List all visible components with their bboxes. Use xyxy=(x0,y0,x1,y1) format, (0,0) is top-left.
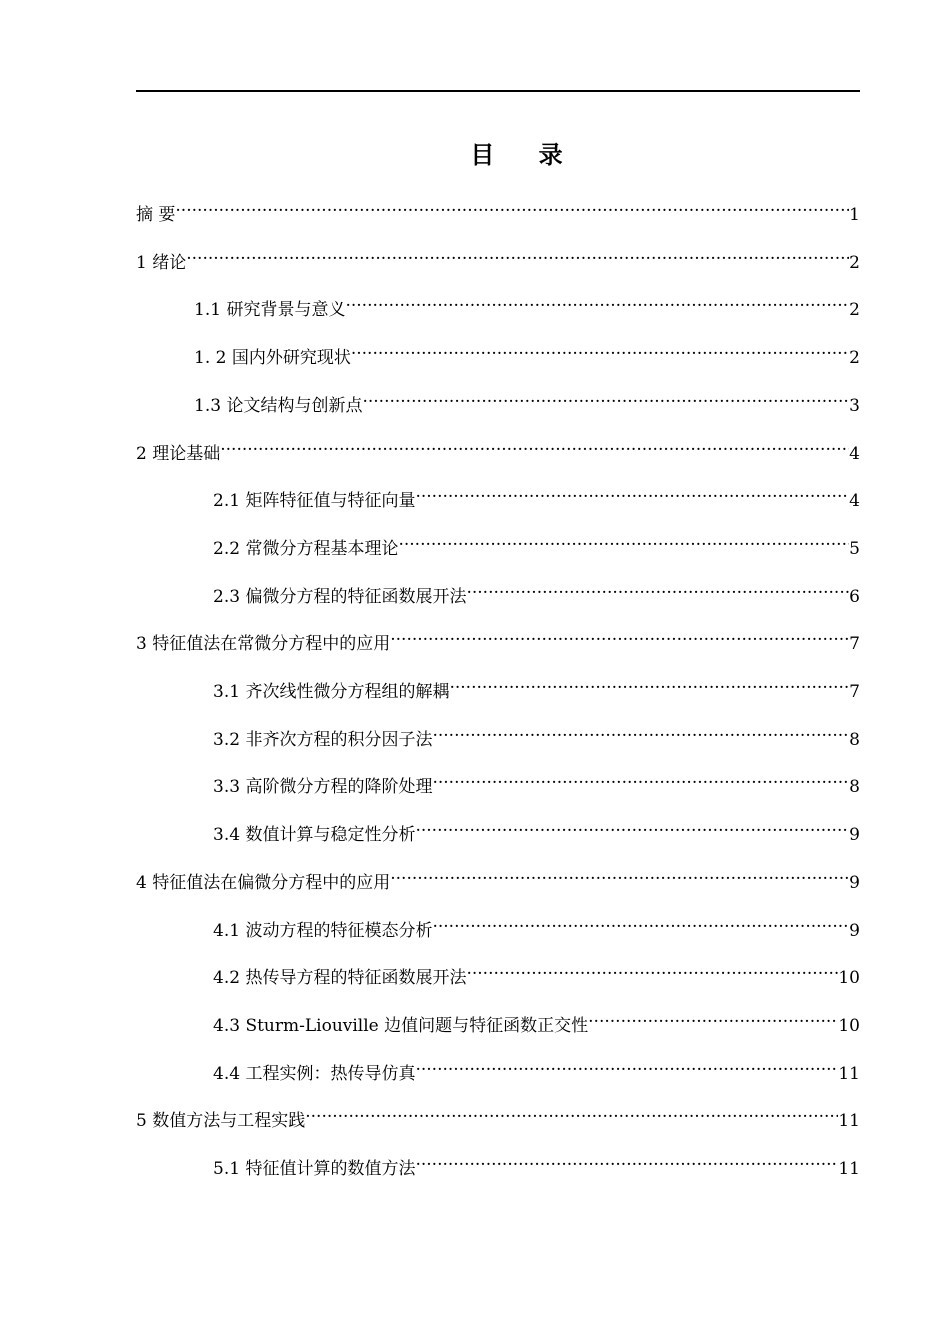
toc-dot-leader xyxy=(351,335,849,363)
toc-entry-page-number: 2 xyxy=(849,300,860,320)
toc-entry-page-number: 7 xyxy=(849,682,860,702)
toc-entry-label: 3.3 高阶微分方程的降阶处理 xyxy=(213,777,433,797)
toc-entry-page-number: 8 xyxy=(849,730,860,750)
toc-entry-label: 2 理论基础 xyxy=(136,444,221,464)
toc-dot-leader xyxy=(415,1051,838,1079)
toc-entry-label: 2.3 偏微分方程的特征函数展开法 xyxy=(213,587,467,607)
toc-entry[interactable] xyxy=(213,1003,860,1036)
toc-dot-leader xyxy=(466,574,849,602)
toc-entry[interactable] xyxy=(213,955,860,988)
toc-entry[interactable] xyxy=(213,908,860,941)
toc-entry[interactable] xyxy=(136,431,860,464)
toc-entry-page-number: 8 xyxy=(849,777,860,797)
toc-entry-page-number: 5 xyxy=(849,539,860,559)
toc-dot-leader xyxy=(432,908,849,936)
toc-entry-page-number: 9 xyxy=(849,825,860,845)
toc-entry-page-number: 7 xyxy=(849,634,860,654)
toc-entry-label: 3 特征值法在常微分方程中的应用 xyxy=(136,634,391,654)
toc-dot-leader xyxy=(220,431,849,459)
toc-entry[interactable] xyxy=(213,669,860,702)
toc-entry[interactable] xyxy=(213,717,860,750)
toc-entry[interactable] xyxy=(194,383,860,416)
toc-entry[interactable] xyxy=(136,860,860,893)
toc-entry-page-number: 6 xyxy=(849,587,860,607)
toc-entry-label: 4.4 工程实例：热传导仿真 xyxy=(213,1064,416,1084)
toc-dot-leader xyxy=(449,669,849,697)
toc-entry-label: 3.2 非齐次方程的积分因子法 xyxy=(213,730,433,750)
toc-entry-label: 3.4 数值计算与稳定性分析 xyxy=(213,825,416,845)
toc-entry-page-number: 9 xyxy=(849,921,860,941)
toc-entry-page-number: 2 xyxy=(849,253,860,273)
toc-entry-page-number: 11 xyxy=(838,1159,860,1179)
toc-entry[interactable] xyxy=(136,1098,860,1131)
toc-entry-label: 4 特征值法在偏微分方程中的应用 xyxy=(136,873,391,893)
toc-dot-leader xyxy=(415,478,849,506)
toc-dot-leader xyxy=(432,717,849,745)
toc-entry[interactable] xyxy=(136,621,860,654)
toc-entry-label: 2.1 矩阵特征值与特征向量 xyxy=(213,491,416,511)
toc-dot-leader xyxy=(390,860,849,888)
toc-entry-page-number: 11 xyxy=(838,1064,860,1084)
toc-entry-label: 4.2 热传导方程的特征函数展开法 xyxy=(213,968,467,988)
toc-entry-label: 4.1 波动方程的特征模态分析 xyxy=(213,921,433,941)
toc-entry-page-number: 4 xyxy=(849,444,860,464)
toc-entry-page-number: 10 xyxy=(838,1016,860,1036)
toc-dot-leader xyxy=(432,764,849,792)
toc-entry-label: 2.2 常微分方程基本理论 xyxy=(213,539,399,559)
toc-entry-label: 5 数值方法与工程实践 xyxy=(136,1111,306,1131)
toc-dot-leader xyxy=(345,287,849,315)
toc-dot-leader xyxy=(398,526,849,554)
toc-dot-leader xyxy=(390,621,849,649)
toc-entry-page-number: 10 xyxy=(838,968,860,988)
toc-entry-label: 4.3 Sturm-Liouville 边值问题与特征函数正交性 xyxy=(213,1016,589,1036)
toc-entry[interactable] xyxy=(213,574,860,607)
toc-entry[interactable] xyxy=(194,335,860,368)
toc-dot-leader xyxy=(415,812,849,840)
toc-entry-label: 1.1 研究背景与意义 xyxy=(194,300,346,320)
toc-entry-label: 摘 要 xyxy=(136,205,176,225)
toc-entry[interactable] xyxy=(213,1051,860,1084)
toc-entry-page-number: 3 xyxy=(849,396,860,416)
toc-entry[interactable] xyxy=(213,764,860,797)
toc-entry[interactable] xyxy=(136,240,860,273)
toc-entry-label: 1 绪论 xyxy=(136,253,187,273)
toc-entry[interactable] xyxy=(213,812,860,845)
toc-entry-page-number: 2 xyxy=(849,348,860,368)
toc-dot-leader xyxy=(305,1098,838,1126)
toc-dot-leader xyxy=(362,383,849,411)
toc-entry[interactable] xyxy=(213,478,860,511)
toc-dot-leader xyxy=(415,1146,838,1174)
toc-dot-leader xyxy=(466,955,838,983)
toc-entry[interactable] xyxy=(194,287,860,320)
toc-entry-label: 1. 2 国内外研究现状 xyxy=(194,348,351,368)
toc-dot-leader xyxy=(175,192,849,220)
toc-entry-label: 5.1 特征值计算的数值方法 xyxy=(213,1159,416,1179)
toc-dot-leader xyxy=(588,1003,838,1031)
toc-entry-page-number: 9 xyxy=(849,873,860,893)
toc-entry-page-number: 4 xyxy=(849,491,860,511)
toc-entry-label: 1.3 论文结构与创新点 xyxy=(194,396,363,416)
toc-entry[interactable] xyxy=(213,526,860,559)
toc-entry-label: 3.1 齐次线性微分方程组的解耦 xyxy=(213,682,450,702)
toc-entry-page-number: 1 xyxy=(849,205,860,225)
toc-entry[interactable] xyxy=(213,1146,860,1179)
toc-entry-page-number: 11 xyxy=(838,1111,860,1131)
toc-entry[interactable] xyxy=(136,192,860,225)
toc-dot-leader xyxy=(186,240,849,268)
toc-title: 目 录 xyxy=(470,140,581,169)
